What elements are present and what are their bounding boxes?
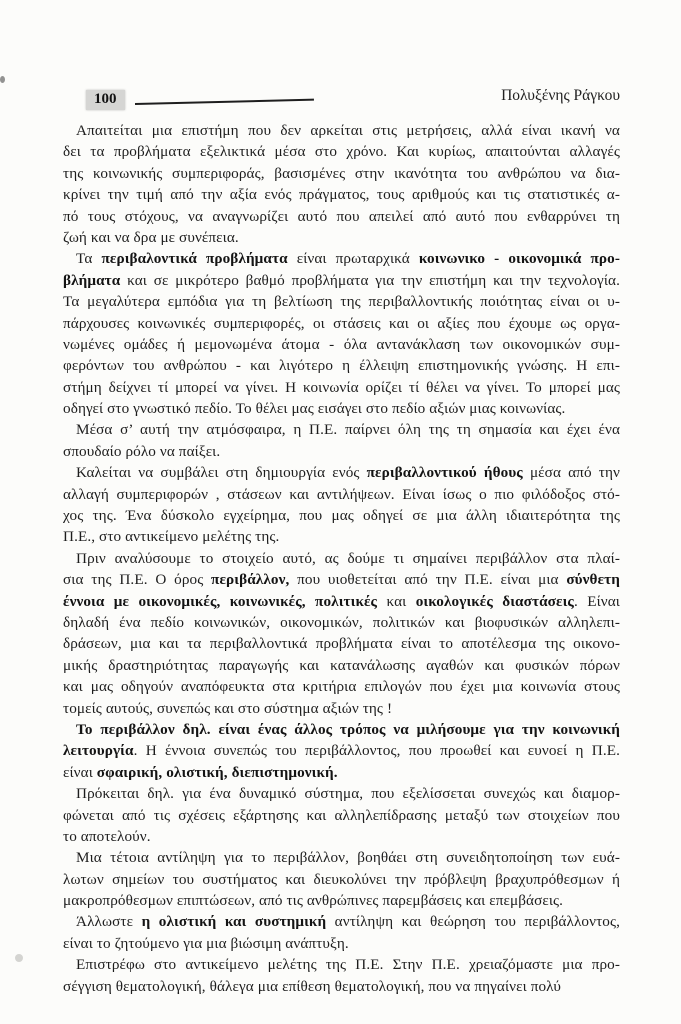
text-line xyxy=(63,206,620,227)
text-segment: τομείς αυτούς, συνεπώς και στο σύστημα αξιών της ! xyxy=(63,699,393,717)
text-line xyxy=(63,120,620,141)
bold-text-segment: περιβάλλον, xyxy=(211,571,290,589)
text-line xyxy=(63,954,620,975)
text-line xyxy=(63,805,620,826)
text-line xyxy=(63,526,620,547)
text-segment: σπουδαίο ρόλο να παίξει. xyxy=(63,442,221,460)
text-segment: μικής δραστηριότητας παραγωγής και κατανάλωσης αγαθών και φυσικών πόρων xyxy=(63,656,620,674)
text-line xyxy=(63,976,620,997)
text-segment: Π.Ε., στο αντικείμενο μελέτης της. xyxy=(63,528,280,546)
text-segment: Καλείται να συμβάλει στη δημιουργία ενός xyxy=(76,464,367,482)
bold-text-segment: σύνθετη xyxy=(566,571,620,589)
body-text xyxy=(63,120,620,997)
text-segment: Απαιτείται μια επιστήμη που δεν αρκείται στις μετρήσεις, αλλά είναι ικανή να xyxy=(76,122,620,139)
text-segment: . Η έννοια συνεπώς του περιβάλλοντος, που προωθεί και ευνοεί η Π.Ε. xyxy=(133,742,620,760)
scan-artifact-speck xyxy=(15,954,23,962)
text-segment: και μας οδηγούν αναπόφευκτα στα κριτήρια επιλογών που έχει μια κοινωνία στους xyxy=(63,678,620,696)
text-segment: και xyxy=(377,592,416,610)
text-line xyxy=(63,826,620,847)
bold-text-segment: βλήματα xyxy=(63,271,121,289)
text-segment: χος της. Ένα δύσκολο εγχείρημα, που μας οδηγεί σε μια άλλη ιδιαιτερότητα της xyxy=(63,507,620,525)
text-line xyxy=(63,334,620,355)
text-line xyxy=(63,612,620,633)
text-line xyxy=(63,505,620,526)
text-line xyxy=(63,911,620,932)
text-line xyxy=(63,719,620,740)
text-line xyxy=(63,291,620,312)
text-segment: . Είναι xyxy=(573,592,620,610)
text-segment: οδηγεί στο γνωστικό πεδίο. Το θέλει μας εισάγει στο πεδίο αξιών μιας κοινωνίας. xyxy=(63,400,566,418)
text-segment: αλλαγή συμπεριφορών , στάσεων και αντιλήψεων. Είναι ίσως ο πιο φιλόδοξος στό- xyxy=(63,485,620,503)
text-segment: κρίνει την τιμή από την αξία ενός πράγματος, τους αριθμούς και τις στατιστικές α- xyxy=(63,186,620,204)
text-segment: πάρχουσες κοινωνικές συμπεριφορές, οι στάσεις και οι αξίες που έχουμε ως οργα- xyxy=(63,314,620,332)
bold-text-segment: η ολιστική και συστημική xyxy=(141,913,327,931)
text-segment: που υιοθετείται από την Π.Ε. είναι μια xyxy=(289,571,567,589)
bold-text-segment: έννοια με οικονομικές, κοινωνικές, πολιτικές xyxy=(63,592,378,610)
text-segment: μακροπρόθεσμων επιπτώσεων, από τις ανθρώπινες παρεμβάσεις και επεμβάσεις. xyxy=(63,892,564,910)
text-line xyxy=(63,313,620,334)
text-segment: και σε μικρότερο βαθμό προβλήματα για την επιστήμη και την τεχνολογία. xyxy=(120,271,620,289)
text-segment: λωτων σημείων του συστήματος και διευκολύνει την πρόβλεψη βραχυπρόθεσμων ή xyxy=(63,870,620,888)
text-line xyxy=(63,184,620,205)
text-line xyxy=(63,441,620,462)
bold-text-segment: κοινωνικο - οικονομικά προ- xyxy=(418,250,620,268)
text-segment: Επιστρέφω στο αντικείμενο μελέτης της Π.Ε. Στην Π.Ε. χρειαζόμαστε μια προ- xyxy=(76,956,620,974)
text-line xyxy=(63,890,620,911)
bold-text-segment: Το περιβάλλον δηλ. είναι ένας άλλος τρόπος να μιλήσουμε για την κοινωνική xyxy=(76,720,620,738)
text-line xyxy=(63,869,620,890)
text-line xyxy=(63,783,620,804)
text-segment: Μέσα σ’ αυτή την ατμόσφαιρα, η Π.Ε. παίρνει όλη της τη σημασία και έχει ένα xyxy=(76,421,620,439)
text-segment: στήμη δείχνει τί μπορεί να γίνει. Η κοινωνία ορίζει τί θέλει να γίνει. Το μπορεί μας xyxy=(63,378,620,396)
text-line xyxy=(63,633,620,654)
text-segment: σέγγιση θεματολογική, θάλεγα μια επίθεση θεματολογική, που να πηγαίνει πολύ xyxy=(63,977,561,995)
text-line xyxy=(63,548,620,569)
text-segment: δηλαδή ένα πεδίο κοινωνικών, οικονομικών, πολιτικών και βιοφυσικών αλληλεπι- xyxy=(63,613,620,631)
page-header xyxy=(0,0,681,120)
text-segment: μέσα από την xyxy=(522,464,620,482)
text-segment: Τα xyxy=(76,250,102,268)
text-segment: Πριν αναλύσουμε το στοιχείο αυτό, ας δούμε τι σημαίνει περιβάλλον στα πλαί- xyxy=(76,549,620,567)
text-segment: νωμένες ομάδες ή μεμονωμένα άτομα - όλα αντανάκλαση των οικονομικών συμ- xyxy=(63,335,620,353)
bold-text-segment: σφαιρική, ολιστική, διεπιστημονική. xyxy=(96,763,338,781)
text-segment: της κοινωνικής συμπεριφοράς, βασισμένες στην ικανότητα του ανθρώπου να δια- xyxy=(63,164,620,182)
text-segment: Άλλωστε xyxy=(76,913,142,931)
text-segment: είναι xyxy=(63,763,97,781)
text-segment: είναι το ζητούμενο για μια βιώσιμη ανάπτυξη. xyxy=(63,934,349,952)
text-line xyxy=(63,698,620,719)
text-segment: φερόντων του ανθρώπου - και λιγότερο η έλλειψη επιστημονικής γνώσης. Η επι- xyxy=(63,357,620,375)
text-line xyxy=(63,591,620,612)
text-segment: πό τους στόχους, να αναγνωρίζει αυτό που απειλεί από αυτό που ενθαρρύνει τη xyxy=(63,207,620,225)
page-number-badge: 100 xyxy=(86,90,125,110)
text-line xyxy=(63,933,620,954)
text-line xyxy=(63,569,620,590)
bold-text-segment: περιβαλλοντικού ήθους xyxy=(366,464,523,482)
text-segment: ζωή και να δρα με συνέπεια. xyxy=(63,228,239,246)
text-line xyxy=(63,419,620,440)
text-segment: Πρόκειται δηλ. για ένα δυναμικό σύστημα, που εξελίσσεται συνεχώς και διαμορ- xyxy=(76,785,620,803)
text-segment: σια της Π.Ε. Ο όρος xyxy=(63,571,212,589)
text-line xyxy=(63,462,620,483)
text-segment: δει τα προβλήματα εξελικτικά μέσα στο χρόνο. Και κυρίως, απαιτούνται αλλαγές xyxy=(63,143,620,161)
author-name: Πολυξένης Ράγκου xyxy=(501,87,620,104)
text-segment: το αποτελούν. xyxy=(63,827,151,845)
text-line xyxy=(63,762,620,783)
text-line xyxy=(63,398,620,419)
text-line xyxy=(63,847,620,868)
scan-artifact-speck xyxy=(0,76,5,83)
text-line xyxy=(63,655,620,676)
text-line xyxy=(63,377,620,398)
bold-text-segment: οικολογικές διαστάσεις xyxy=(415,592,574,610)
text-line xyxy=(63,141,620,162)
text-line xyxy=(63,484,620,505)
text-segment: είναι πρωταρχικά xyxy=(287,250,419,268)
bold-text-segment: περιβαλοντικά προβλήματα xyxy=(101,250,288,268)
bold-text-segment: λειτουργία xyxy=(63,742,134,760)
text-line xyxy=(63,270,620,291)
text-segment: Τα μεγαλύτερα εμπόδια για τη βελτίωση της περιβαλλοντικής ποιότητας είναι οι υ- xyxy=(63,293,620,311)
text-line xyxy=(63,163,620,184)
text-segment: Μια τέτοια αντίληψη για το περιβάλλον, βοηθάει στη συνειδητοποίηση των ευά- xyxy=(76,849,620,867)
text-line xyxy=(63,676,620,697)
text-line xyxy=(63,740,620,761)
text-line xyxy=(63,227,620,248)
text-segment: φώνεται από τις σχέσεις εξάρτησης και αλληλεπίδρασης μεταξύ των στοιχείων που xyxy=(63,806,620,824)
text-line xyxy=(63,248,620,269)
text-segment: αντίληψη και θεώρηση του περιβάλλοντος, xyxy=(326,913,620,931)
text-line xyxy=(63,355,620,376)
text-segment: δράσεων, μια και τα περιβαλλοντικά προβλήματα είναι το αποτέλεσμα της οικονο- xyxy=(63,635,620,653)
